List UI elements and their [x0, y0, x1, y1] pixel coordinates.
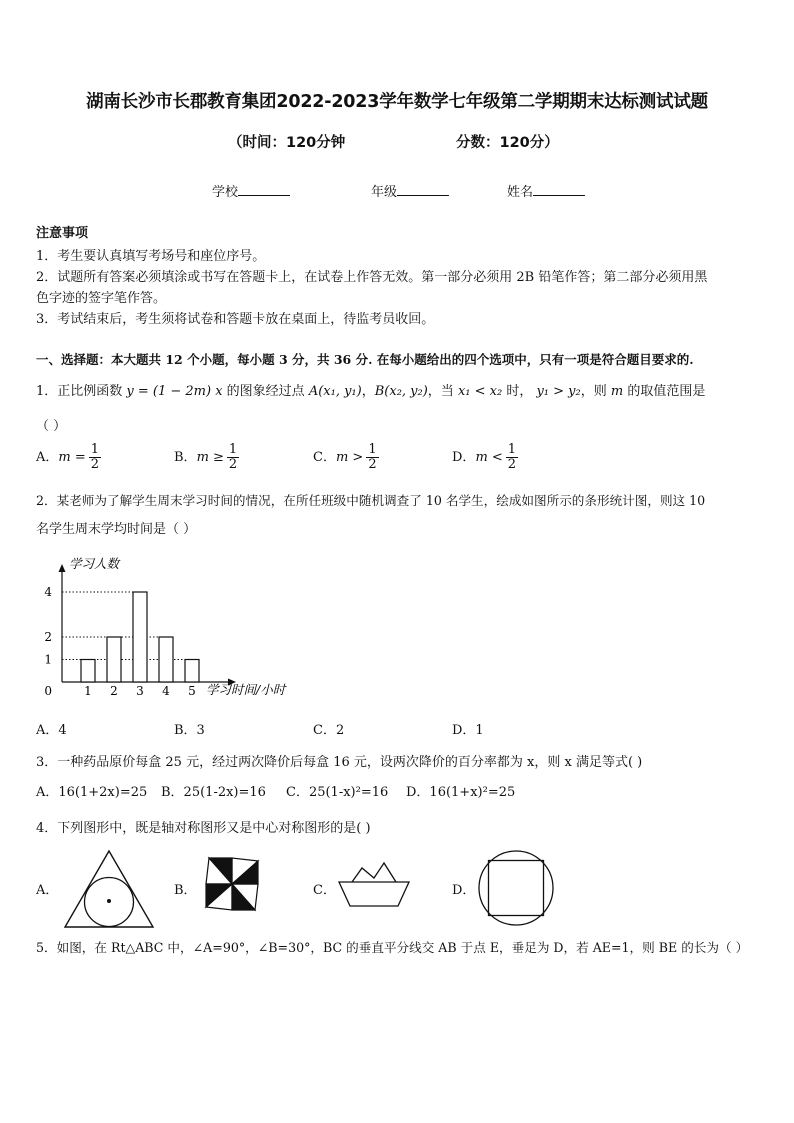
grade-label: 年级 [371, 185, 398, 200]
q3-option-b[interactable]: B．25(1-2x)=16 [161, 785, 266, 800]
fraction-numerator: 1 [368, 442, 377, 457]
q1-text: 时， [502, 384, 537, 399]
fraction-denominator: 2 [507, 457, 517, 472]
grade-blank [397, 183, 449, 196]
x-tick-label: 1 [84, 684, 92, 698]
q1-function: y = (1 − 2m) x [126, 384, 223, 399]
x-tick-label: 3 [136, 684, 144, 698]
exam-score: 分数：120分） [456, 135, 559, 151]
triangle-with-incircle-figure [62, 848, 156, 930]
x-tick-label: 4 [162, 684, 170, 698]
q1-condition: x₁ < x₂ [457, 384, 503, 399]
q1-text: 的取值范围是 [623, 384, 706, 399]
q1-text: ，则 [580, 384, 611, 399]
option-label: D． [452, 450, 476, 465]
exam-time: （时间：120分钟 [228, 135, 346, 151]
notes-item: 1．考生要认真填写考场号和座位序号。 [36, 249, 266, 264]
q2-option-d[interactable]: D．1 [452, 723, 484, 738]
q3-option-c[interactable]: C．25(1-x)²=16 [286, 785, 389, 800]
q2-option-a[interactable]: A．4 [36, 723, 67, 738]
notes-heading: 注意事项 [36, 226, 89, 241]
x-tick-label: 2 [110, 684, 118, 698]
q1-option-a[interactable] [36, 443, 101, 472]
question-5-stem: 5．如图，在 Rt△ABC 中，∠A=90°，∠B=30°，BC 的垂直平分线交 AB 于点 E，垂足为 D，若 AE=1，则 BE 的长为（ ） [36, 940, 749, 955]
fraction [89, 443, 101, 472]
q1-text: ， [361, 384, 375, 399]
origin-label: 0 [44, 684, 52, 698]
fraction [366, 443, 378, 472]
option-label: B． [174, 450, 197, 465]
fraction-denominator: 2 [228, 457, 238, 472]
q1-option-b[interactable] [174, 443, 239, 472]
y-tick-label: 2 [44, 630, 52, 644]
bar [185, 660, 199, 683]
question-2-stem-line2: 名学生周末学均时间是（ ） [36, 522, 197, 537]
name-label: 姓名 [507, 185, 534, 200]
y-axis-arrow [59, 564, 66, 572]
q1-text: 1．正比例函数 [36, 384, 127, 399]
q1-variable: m [610, 384, 624, 399]
x-tick-label: 5 [188, 684, 196, 698]
q3-option-a[interactable]: A．16(1+2x)=25 [36, 785, 148, 800]
fraction-numerator: 1 [90, 442, 100, 457]
school-field [212, 181, 290, 200]
q2-option-b[interactable]: B．3 [174, 723, 205, 738]
bar-chart [40, 548, 330, 704]
q1-option-c[interactable] [313, 443, 379, 472]
q2-option-c[interactable]: C．2 [313, 723, 345, 738]
bar [81, 660, 95, 683]
option-label: C． [313, 450, 336, 465]
q1-point-a: A(x₁, y₁) [308, 384, 362, 399]
option-relation: m = [58, 450, 86, 465]
option-relation: m > [335, 450, 364, 465]
q1-text: 的图象经过点 [222, 384, 309, 399]
name-field [507, 181, 585, 200]
y-tick-label: 1 [44, 652, 52, 667]
q1-text: ，当 [427, 384, 458, 399]
q4-option-c[interactable]: C． [313, 883, 336, 898]
bar [107, 637, 121, 682]
y-axis-label: 学习人数 [69, 556, 120, 571]
option-relation: m ≥ [196, 450, 224, 465]
pinwheel-figure [203, 855, 261, 913]
q3-option-d[interactable]: D．16(1+x)²=25 [406, 785, 516, 800]
notes-item: 2．试题所有答案必须填涂或书写在答题卡上，在试卷上作答无效。第一部分必须用 2B 铅笔作答；第二部分必须用黑 [36, 270, 708, 285]
fraction [506, 443, 518, 472]
school-blank [238, 183, 290, 196]
fraction-denominator: 2 [368, 457, 377, 472]
q1-condition: y₁ > y₂ [536, 384, 581, 399]
q4-option-b[interactable]: B． [174, 883, 197, 898]
option-relation: m < [475, 450, 503, 465]
circle-with-square-figure [476, 848, 556, 928]
name-blank [533, 183, 585, 196]
boat-figure [336, 860, 412, 910]
question-4-stem: 4．下列图形中，既是轴对称图形又是中心对称图形的是( ) [36, 821, 371, 836]
q1-option-d[interactable] [452, 443, 518, 472]
bar [133, 592, 147, 682]
grade-field [371, 181, 449, 200]
page-title: 湖南长沙市长郡教育集团2022-2023学年数学七年级第二学期期末达标测试试题 [86, 92, 708, 112]
section-heading: 一、选择题：本大题共 12 个小题，每小题 3 分，共 36 分. 在每小题给出的四个选项中，只有一项是符合题目要求的. [36, 352, 694, 367]
notes-item: 色字迹的签字笔作答。 [36, 291, 167, 306]
notes-item: 3．考试结束后，考生须将试卷和答题卡放在桌面上，待监考员收回。 [36, 312, 435, 327]
question-2-stem-line1: 2．某老师为了解学生周末学习时间的情况，在所任班级中随机调查了 10 名学生，绘成如图所示的条形统计图，则这 10 [36, 493, 706, 508]
fraction-denominator: 2 [90, 457, 100, 472]
fraction-numerator: 1 [228, 442, 238, 457]
q4-option-d[interactable]: D． [452, 883, 476, 898]
q4-option-a[interactable]: A． [36, 883, 59, 898]
x-axis-label: 学习时间/小时 [206, 682, 286, 697]
option-label: A． [36, 450, 59, 465]
q1-answer-paren: （ ） [36, 419, 67, 434]
q1-point-b: B(x₂, y₂) [374, 384, 428, 399]
y-tick-label: 4 [44, 585, 52, 599]
fraction-numerator: 1 [507, 442, 517, 457]
question-1-stem [36, 380, 705, 399]
question-3-stem: 3．一种药品原价每盒 25 元，经过两次降价后每盒 16 元，设两次降价的百分率都为 x，则 x 满足等式( ) [36, 755, 643, 770]
fraction [227, 443, 239, 472]
bar [159, 637, 173, 682]
school-label: 学校 [212, 185, 239, 200]
